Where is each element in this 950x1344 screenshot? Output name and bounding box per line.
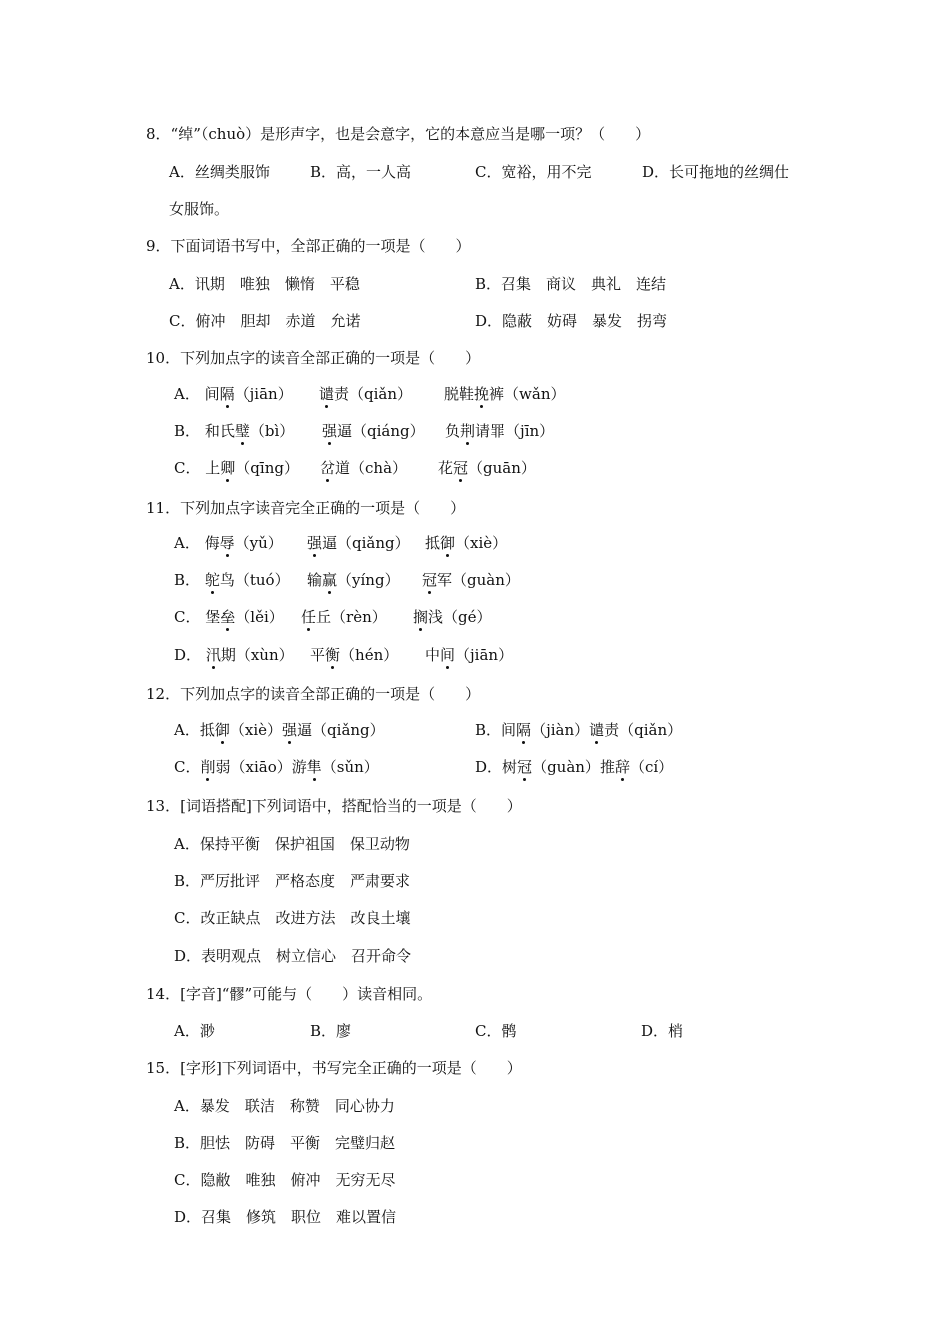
question-14-stem: 14．[字音]“髎”可能与（ ）读音相同。 [146,985,433,1003]
q11-option-c-word-2: 任丘（rèn） [301,608,387,626]
q8-option-c: C．宽裕，用不完 [475,163,592,181]
q15-option-a: A．暴发 联洁 称赞 同心协力 [174,1097,395,1115]
q14-option-a: A．渺 [174,1022,215,1040]
q15-option-d: D．召集 修筑 职位 难以置信 [174,1208,397,1226]
question-8-stem: 8．“绰”（chuò）是形声字，也是会意字，它的本意应当是哪一项？（ ） [146,125,651,143]
q11-option-c [174,606,284,627]
q9-option-c: C．俯冲 胆却 赤道 允诺 [169,312,361,330]
word-1: 汛期（xùn） [205,646,294,664]
word-1: 和氏璧（bì） [204,422,295,440]
word-2: 游隼（sǔn） [291,758,379,776]
word-1: 侮辱（yǔ） [204,534,283,552]
q14-option-b: B．廖 [310,1022,352,1040]
word-1: 树冠（guàn） [502,758,600,776]
q10-option-a [174,383,293,404]
dotted-char: 荆 [460,422,476,440]
q13-option-b: B．严厉批评 严格态度 严肃要求 [174,872,411,890]
q11-option-c-word-3: 搁浅（gé） [413,608,492,626]
dotted-char: 赢 [322,571,338,589]
dotted-char: 鸵 [204,571,220,589]
option-label: D． [475,758,503,776]
dotted-char: 辞 [614,758,630,776]
dotted-char: 间 [440,646,456,664]
word-2: 推辞（cí） [599,758,674,776]
q10-option-c-word-2: 岔道（chà） [320,459,408,477]
q10-option-a-word-2: 谴责（qiǎn） [319,385,413,403]
option-label: B． [174,571,201,589]
q11-option-b-word-3: 冠军（guàn） [422,571,520,589]
q11-option-d-word-3: 中间（jiān） [425,646,514,664]
q10-option-a-word-3: 脱鞋挽裤（wǎn） [444,385,566,403]
q12-option-a [174,719,385,740]
word-1: 上卿（qīng） [205,459,299,477]
q12-option-b [475,719,682,740]
word-1: 削弱（xiāo） [200,758,292,776]
q8-option-a: A．丝绸类服饰 [169,163,270,181]
dotted-char: 垒 [220,608,236,626]
question-9-stem: 9．下面词语书写中，全部正确的一项是（ ） [146,237,471,255]
dotted-char: 御 [214,721,230,739]
q11-option-d [174,644,294,665]
option-label: B． [475,721,502,739]
dotted-char: 任 [301,608,317,626]
dotted-char: 隼 [306,758,322,776]
q11-option-d-word-2: 平衡（hén） [310,646,399,664]
dotted-char: 御 [440,534,456,552]
dotted-char: 谴 [589,721,605,739]
question-12-stem: 12．下列加点字的读音全部正确的一项是（ ） [146,685,481,703]
question-10-stem: 10．下列加点字的读音全部正确的一项是（ ） [146,349,481,367]
q9-option-b: B．召集 商议 典礼 连结 [475,275,667,293]
dotted-char: 强 [307,534,323,552]
word-2: 强逼（qiǎng） [282,721,385,739]
dotted-char: 冠 [517,758,533,776]
option-label: A． [174,534,200,552]
q11-option-a [174,532,283,553]
q8-option-d: D．长可拖地的丝绸仕 [642,163,790,181]
q10-option-b-word-2: 强逼（qiáng） [322,422,425,440]
q15-option-c: C．隐敝 唯独 俯冲 无穷无尽 [174,1171,396,1189]
dotted-char: 隔 [516,721,532,739]
word-1: 鸵鸟（tuó） [204,571,290,589]
q11-option-b [174,569,290,590]
word-1: 间隔（jiān） [204,385,293,403]
dotted-char: 强 [322,422,338,440]
q13-option-c: C．改正缺点 改进方法 改良土壤 [174,909,411,927]
q11-option-b-word-2: 输赢（yíng） [307,571,400,589]
option-label: A． [174,721,200,739]
q14-option-c: C．鹘 [475,1022,517,1040]
dotted-char: 辱 [219,534,235,552]
q8-option-b: B．高，一人高 [310,163,412,181]
dotted-char: 岔 [320,459,336,477]
word-2: 谴责（qiǎn） [589,721,683,739]
dotted-char: 璧 [234,422,250,440]
word-1: 抵御（xiè） [199,721,283,739]
dotted-char: 谴 [319,385,335,403]
question-13-stem: 13．[词语搭配]下列词语中，搭配恰当的一项是（ ） [146,797,522,815]
option-label: C． [174,459,201,477]
dotted-char: 搁 [413,608,429,626]
q12-option-d [475,756,673,777]
word-1: 间隔（jiàn） [501,721,590,739]
q12-option-c [174,756,379,777]
dotted-char: 冠 [422,571,438,589]
option-label: D． [174,646,202,664]
q9-option-d: D．隐蔽 妨碍 暴发 拐弯 [475,312,668,330]
q14-option-d: D．梢 [641,1022,684,1040]
option-label: C． [174,608,201,626]
dotted-char: 汛 [205,646,221,664]
dotted-char: 隔 [219,385,235,403]
option-label: B． [174,422,201,440]
q15-option-b: B．胆怯 防碍 平衡 完璧归赵 [174,1134,396,1152]
dotted-char: 挽 [474,385,490,403]
option-label: C． [174,758,201,776]
option-label: A． [174,385,200,403]
question-15-stem: 15．[字形]下列词语中，书写完全正确的一项是（ ） [146,1059,522,1077]
dotted-char: 冠 [453,459,469,477]
q9-option-a: A．讯期 唯独 懒惰 平稳 [169,275,360,293]
q10-option-c-word-3: 花冠（guān） [438,459,536,477]
q11-option-a-word-3: 抵御（xiè） [425,534,508,552]
dotted-char: 强 [282,721,298,739]
q8-option-d-continued: 女服饰。 [169,200,230,218]
q13-option-d: D．表明观点 树立信心 召开命令 [174,947,412,965]
q10-option-b-word-3: 负荆请罪（jīn） [445,422,555,440]
dotted-char: 卿 [220,459,236,477]
dotted-char: 衡 [325,646,341,664]
q10-option-c [174,457,299,478]
q10-option-b [174,420,294,441]
word-1: 堡垒（lěi） [205,608,284,626]
q11-option-a-word-2: 强逼（qiǎng） [307,534,410,552]
question-11-stem: 11．下列加点字读音完全正确的一项是（ ） [146,499,466,517]
q13-option-a: A．保持平衡 保护祖国 保卫动物 [174,835,410,853]
dotted-char: 削 [200,758,216,776]
